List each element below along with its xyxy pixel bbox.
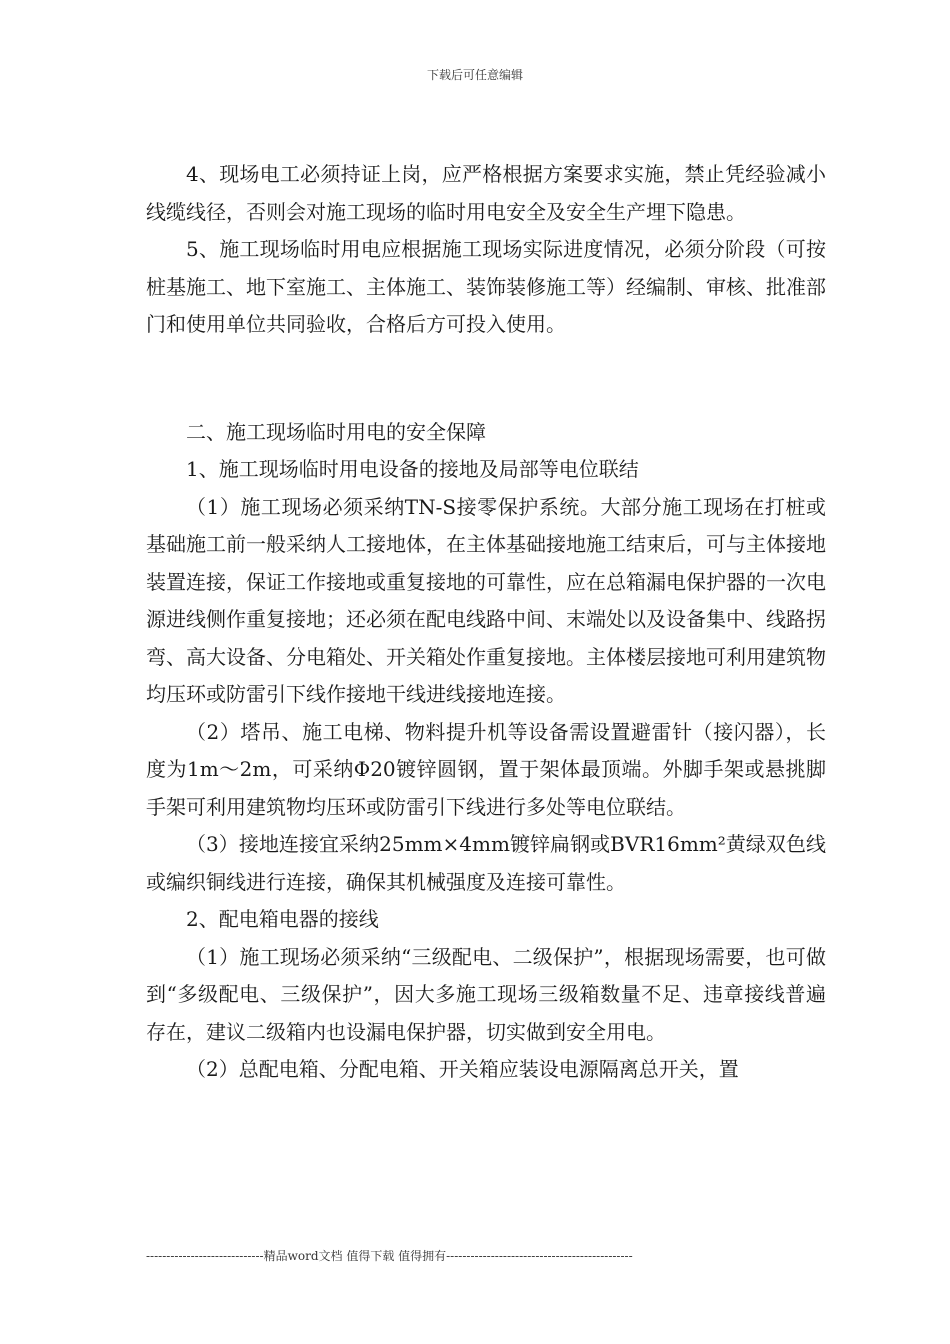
page-footer: -----------------------------精品word文档 值得下载 值得拥有---------------------------------------------- xyxy=(146,1249,633,1263)
section-heading: 二、施工现场临时用电的安全保障 xyxy=(186,419,486,444)
subsection-heading-1: 1、施工现场临时用电设备的接地及局部等电位联结 xyxy=(186,457,639,481)
paragraph-1-3: （3）接地连接宜采纳25mm×4mm镀锌扁钢或BVR16mm²黄绿双色线或编织铜线进行连接，确保其机械强度及连接可靠性。 xyxy=(146,832,826,894)
paragraph-2-1: （1）施工现场必须采纳“三级配电、二级保护”，根据现场需要，也可做到“多级配电、三级保护”，因大多施工现场三级箱数量不足、违章接线普遍存在，建议二级箱内也设漏电保护器，切实做到安全用电。 xyxy=(146,944,826,1044)
document-body xyxy=(146,156,826,1089)
subsection-heading-2: 2、配电箱电器的接线 xyxy=(186,907,379,931)
page-header: 下载后可任意编辑 xyxy=(426,68,523,82)
paragraph-item-4: 4、现场电工必须持证上岗，应严格根据方案要求实施，禁止凭经验减小线缆线径，否则会对施工现场的临时用电安全及安全生产埋下隐患。 xyxy=(146,162,826,224)
paragraph-1-1: （1）施工现场必须采纳TN-S接零保护系统。大部分施工现场在打桩或基础施工前一般采纳人工接地体，在主体基础接地施工结束后，可与主体接地装置连接，保证工作接地或重复接地的可靠性，应在总箱漏电保护器的一次电源进线侧作重复接地；还必须在配电线路中间、末端处以及设备集中、线路拐弯、高大设备、分电箱处、开关箱处作重复接地。主体楼层接地可利用建筑物均压环或防雷引下线作接地干线进线接地连接。 xyxy=(146,494,826,706)
section-gap xyxy=(146,344,826,414)
paragraph-2-2: （2）总配电箱、分配电箱、开关箱应装设电源隔离总开关，置 xyxy=(186,1057,739,1081)
paragraph-1-2: （2）塔吊、施工电梯、物料提升机等设备需设置避雷针（接闪器），长度为1m～2m，可采纳Φ20镀锌圆钢，置于架体最顶端。外脚手架或悬挑脚手架可利用建筑物均压环或防雷引下线进行多处等电位联结。 xyxy=(146,719,826,819)
paragraph-item-5: 5、施工现场临时用电应根据施工现场实际进度情况，必须分阶段（可按桩基施工、地下室施工、主体施工、装饰装修施工等）经编制、审核、批准部门和使用单位共同验收，合格后方可投入使用。 xyxy=(146,237,826,336)
